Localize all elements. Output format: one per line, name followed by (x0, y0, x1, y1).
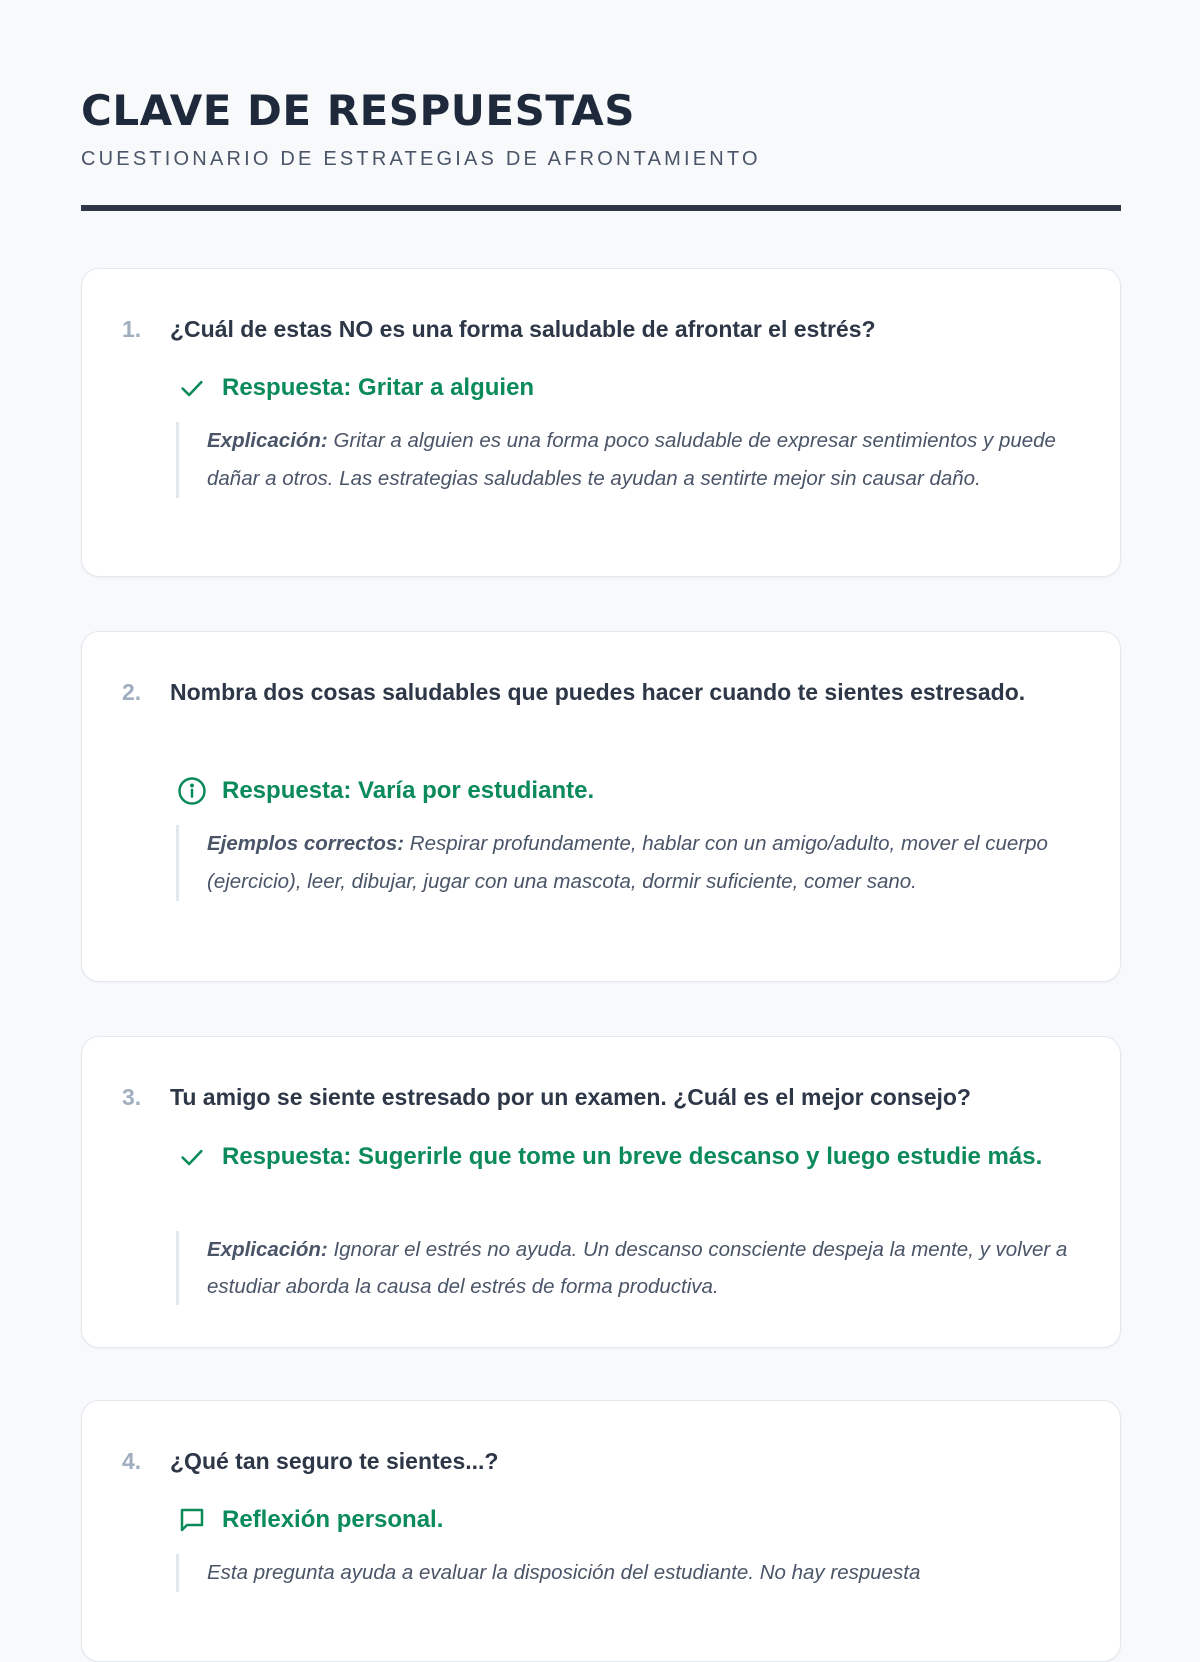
explanation-text: Esta pregunta ayuda a evaluar la disposición del estudiante. No hay respuesta (207, 1561, 921, 1584)
speech-bubble-icon (176, 1504, 208, 1536)
answer-row (176, 368, 1060, 408)
explanation-text: Gritar a alguien es una forma poco saludable de expresar sentimientos y puede dañar a otros. Las estrategias saludables te ayudan a sentirte mejor sin causar daño. (207, 429, 1056, 490)
question-row (122, 1077, 1080, 1117)
answer-row (176, 1137, 1060, 1177)
explanation-label: Explicación: (207, 1238, 328, 1261)
answer-text: Respuesta: Sugerirle que tome un breve descanso y luego estudie más. (222, 1143, 1043, 1170)
answer-row (176, 1500, 1060, 1540)
page-subtitle: CUESTIONARIO DE ESTRATEGIAS DE AFRONTAMIENTO (81, 148, 761, 170)
question-text: Tu amigo se siente estresado por un examen. ¿Cuál es el mejor consejo? (170, 1084, 971, 1110)
explanation (176, 1554, 1080, 1592)
answer-key-page (81, 0, 1121, 1584)
question-text: Nombra dos cosas saludables que puedes hacer cuando te sientes estresado. (170, 679, 1026, 705)
answer-text: Respuesta: Varía por estudiante. (222, 777, 595, 804)
question-number: 3. (122, 1084, 142, 1110)
question-card-3 (81, 1036, 1121, 1348)
question-text: ¿Qué tan seguro te sientes...? (170, 1448, 499, 1474)
question-card-4 (81, 1400, 1121, 1662)
question-row (122, 672, 1080, 712)
check-icon (176, 1141, 208, 1173)
question-row (122, 309, 1080, 349)
question-number: 4. (122, 1448, 142, 1474)
question-number: 1. (122, 316, 142, 342)
answer-row (176, 771, 1060, 811)
explanation (176, 422, 1080, 498)
check-icon (176, 372, 208, 404)
question-text: ¿Cuál de estas NO es una forma saludable de afrontar el estrés? (170, 316, 876, 342)
answer-text: Respuesta: Gritar a alguien (222, 374, 535, 401)
explanation (176, 1231, 1080, 1305)
question-card-1 (81, 268, 1121, 577)
explanation-text: Ignorar el estrés no ayuda. Un descanso consciente despeja la mente, y volver a estudiar aborda la causa del estrés de forma productiva. (207, 1238, 1068, 1298)
question-row (122, 1441, 1080, 1481)
explanation-label: Ejemplos correctos: (207, 832, 405, 855)
question-card-2 (81, 631, 1121, 982)
question-number: 2. (122, 679, 142, 705)
header (81, 0, 1121, 211)
page-title: CLAVE DE RESPUESTAS (81, 86, 635, 135)
explanation (176, 825, 1080, 901)
header-divider (81, 205, 1121, 211)
explanation-label: Explicación: (207, 429, 328, 452)
info-icon (176, 775, 208, 807)
explanation-text: Respirar profundamente, hablar con un amigo/adulto, mover el cuerpo (ejercicio), leer, dibujar, jugar con una mascota, dormir suficiente, comer sano. (207, 832, 1048, 893)
answer-text: Reflexión personal. (222, 1506, 444, 1533)
